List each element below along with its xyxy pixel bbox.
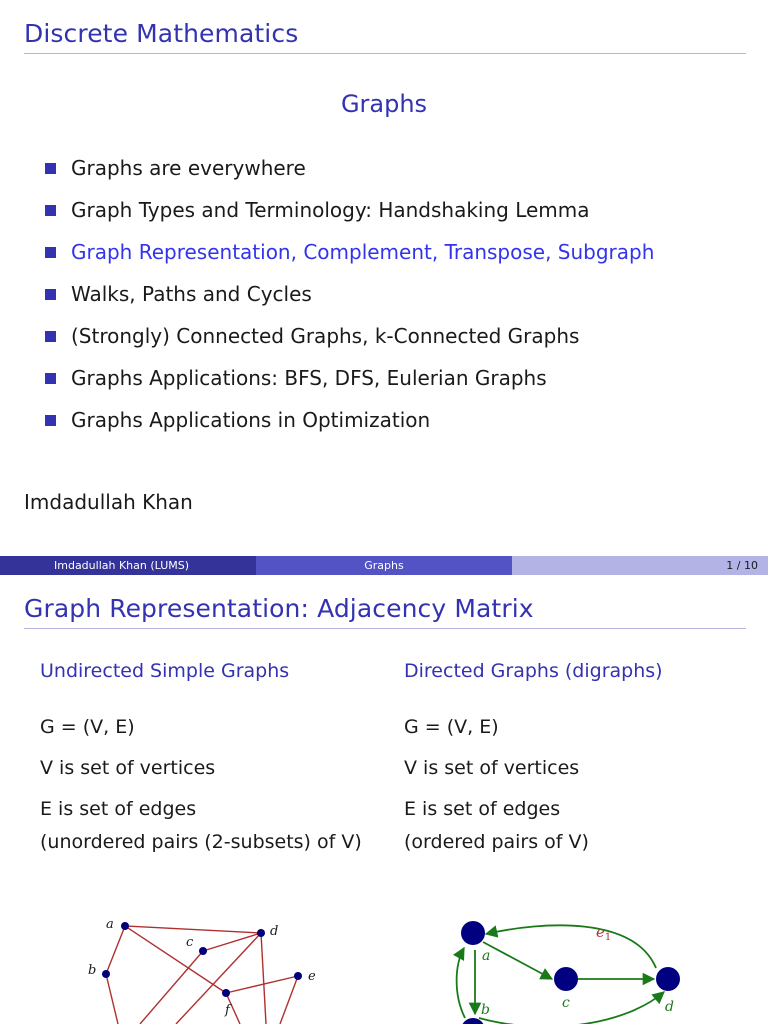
vertex-d bbox=[257, 929, 265, 937]
bullet-square-icon bbox=[45, 247, 56, 258]
bullet-square-icon bbox=[45, 205, 56, 216]
graph-definition: G = (V, E) bbox=[40, 716, 135, 738]
bullet-square-icon bbox=[45, 373, 56, 384]
directed-vertices bbox=[461, 921, 680, 1024]
slide-title: Graph Representation: Adjacency Matrix bbox=[24, 594, 534, 623]
vertex-c bbox=[199, 947, 207, 955]
footer-bar bbox=[0, 556, 768, 575]
edge-pairs-line: (unordered pairs (2-subsets) of V) bbox=[40, 831, 362, 853]
edge-set-line: E is set of edges bbox=[40, 798, 197, 820]
outline-item-active: Graph Representation, Complement, Transpose, Subgraph bbox=[45, 231, 654, 273]
edge-d-down-2 bbox=[261, 933, 266, 1024]
vertex-label-f: f bbox=[225, 1003, 230, 1018]
author-name: Imdadullah Khan bbox=[24, 490, 193, 514]
column-heading: Directed Graphs (digraphs) bbox=[404, 660, 663, 682]
bullet-square-icon bbox=[45, 289, 56, 300]
bullet-square-icon bbox=[45, 331, 56, 342]
directed-graph-figure bbox=[384, 906, 768, 1024]
vertex-f bbox=[222, 989, 230, 997]
vertex-label-d: d bbox=[665, 999, 674, 1015]
edge-a-d bbox=[125, 926, 261, 933]
vertex-label-e: e bbox=[308, 969, 316, 984]
edge-c-down bbox=[140, 951, 203, 1024]
undirected-edges bbox=[106, 926, 298, 1024]
footer-page-number: 1 / 10 bbox=[512, 556, 768, 575]
slide-2 bbox=[0, 576, 768, 1024]
bullet-square-icon bbox=[45, 415, 56, 426]
vertex-label-a: a bbox=[482, 948, 491, 964]
header-title: Discrete Mathematics bbox=[24, 19, 299, 48]
directed-vertex-labels bbox=[481, 948, 674, 1018]
vertex-label-d: d bbox=[270, 924, 279, 939]
edge-label-e1: $e_1$ bbox=[596, 923, 612, 943]
vertex-label-b: b bbox=[481, 1002, 490, 1018]
vertex-set-line: V is set of vertices bbox=[404, 757, 580, 779]
outline-item: (Strongly) Connected Graphs, k-Connected Graphs bbox=[45, 315, 654, 357]
graph-definition: G = (V, E) bbox=[404, 716, 499, 738]
edge-e-down bbox=[280, 976, 298, 1024]
footer-title: Graphs bbox=[256, 556, 512, 575]
outline-item: Graph Types and Terminology: Handshaking Lemma bbox=[45, 189, 654, 231]
edge-a-c bbox=[483, 942, 552, 979]
outline-item: Graphs Applications: BFS, DFS, Eulerian Graphs bbox=[45, 357, 654, 399]
vertex-a bbox=[121, 922, 129, 930]
vertex-b bbox=[102, 970, 110, 978]
outline-item: Graphs Applications in Optimization bbox=[45, 399, 654, 441]
vertex-label-c: c bbox=[562, 995, 570, 1011]
edge-pairs-line: (ordered pairs of V) bbox=[404, 831, 589, 853]
column-heading: Undirected Simple Graphs bbox=[40, 660, 290, 682]
vertex-label-a: a bbox=[106, 917, 114, 932]
undirected-column bbox=[40, 660, 362, 853]
vertex-set-line: V is set of vertices bbox=[40, 757, 216, 779]
title-rule bbox=[24, 53, 746, 54]
vertex-c bbox=[554, 967, 578, 991]
outline-list bbox=[45, 147, 654, 441]
center-title: Graphs bbox=[340, 90, 428, 118]
directed-column bbox=[404, 660, 663, 853]
outline-item: Graphs are everywhere bbox=[45, 147, 654, 189]
edge-b-a bbox=[457, 948, 465, 1018]
vertex-label-c: c bbox=[186, 935, 194, 950]
outline-item: Walks, Paths and Cycles bbox=[45, 273, 654, 315]
bullet-square-icon bbox=[45, 163, 56, 174]
edge-b-d bbox=[479, 992, 664, 1024]
vertex-label-b: b bbox=[88, 963, 97, 978]
title-rule bbox=[24, 628, 746, 629]
edge-set-line: E is set of edges bbox=[404, 798, 561, 820]
edge-a-b bbox=[106, 926, 125, 974]
edge-f-e bbox=[226, 976, 298, 993]
vertex-a bbox=[461, 921, 485, 945]
edge-d-a bbox=[486, 925, 656, 968]
vertex-d bbox=[656, 967, 680, 991]
footer-author: Imdadullah Khan (LUMS) bbox=[0, 556, 256, 575]
undirected-graph-figure bbox=[0, 906, 384, 1024]
vertex-e bbox=[294, 972, 302, 980]
edge-b-down bbox=[106, 974, 118, 1024]
